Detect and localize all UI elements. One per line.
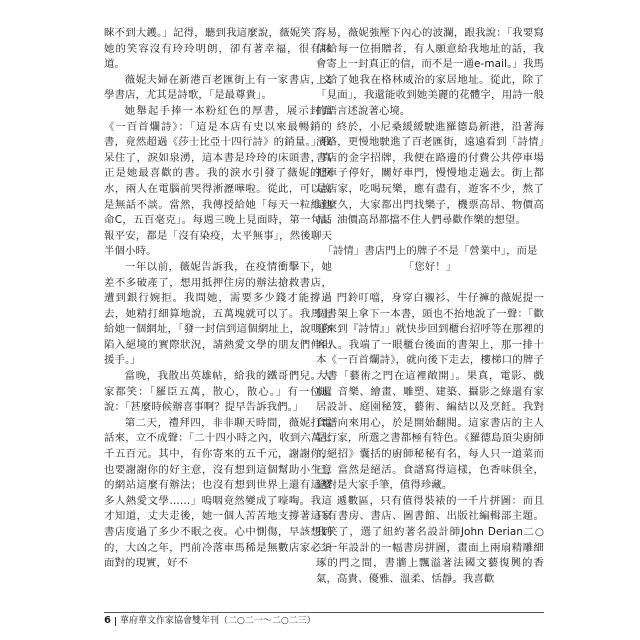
paragraph: 門鈴叮噹，身穿白襯衫、牛仔褲的薇妮提一個書架上拿下一本書，頭也不抬地說了一聲：「歡迎來到『詩情』」就快步回到櫃台招呼等在那裡的客人。我端了一眼櫃台後面的書架上，那一排十本《一百首爛詩》，就向後下走去，樓梯口的牌子大書「藝術之門在這裡敞開」。果真，電影、戲劇、音樂、繪畫、雕塑、建築、攝影之綠還有家居設計、庭園秘笈，藝術、編結以及烹飪。我對食譜向來用心，於是開始翻閱。這家書店的主人是行家，所選之書都極有特色。《羅德島頂尖廚師的絕招》囊括的廚師秘秘有名，每人只一道菜而已，當然是絕活。食譜寫得這樣，色香味俱全，絕對是大家手筆，值得珍藏。 xyxy=(316,292,544,492)
left-column xyxy=(104,26,332,572)
paragraph-spacer xyxy=(316,229,544,245)
right-column xyxy=(316,26,544,587)
publication-title: 華府華文作家協會雙年刊（二○二一～二○二三） xyxy=(119,616,316,626)
paragraph: 一年以前，薇妮告訴我，在疫情衝擊下，她差不多破產了，想用抵押住房的辦法搶救書店，遭到銀行婉拒。我問她，需要多少錢才能撐過去，她精打細算地說，五萬塊就可以了。我馬上給她一個網址，「發一封信到這個網址上，說明你陷入絕境的實際狀況，請熱愛文學的朋友們伸出援手。」 xyxy=(104,260,332,367)
paragraph: 睞不到大鑊。」記得，聽到我這麼說，薇妮笑了，她的笑容沒有玲玲明朗，卻有著幸福，很有味道。 xyxy=(104,27,332,71)
page-footer xyxy=(104,614,316,628)
paragraph: 第二天，禮拜四，非非聊天時間，薇妮打電話來，立不成聲：「二十四小時之內，收到六萬七千五百元。其中，有你寄來的五千元，謝謝你，也要謝謝你的好主意，沒有想到這個幫助小生意的網站這麼有辦法；也沒有想到世界上還有這麼多人熱愛文學……」嗚咽竟然變成了嚎啕。我這才知道，丈夫走後，她一個人苦苦地支撐著這家書店度過了多少不眠之夜。心中惻傷，早該想到的，大凶之年，門前冷落車馬稀是無數店家必須面對的現實，好不 xyxy=(104,416,332,570)
paragraph: 終於，小尼桑緩緩駛進羅德島新港，沿著海濱路，更慢地駛進了百老匯街，遠遠看到「詩情」書店的金字招牌，我便在路邊的付費公共停車場把車子停好，關好車門，慢慢地走過去。街上都是店家，吃喝玩樂，應有盡有，遊客不少，熬了這麼久，大家都出門找樂子，機票高昂、物價高昂、油價高昂都擋不住人們尋歡作樂的想望。 xyxy=(316,120,544,227)
paragraph: 當晚，我散出英雄帖，給我的鐵哥們兒。大家都笑：「羅臣五萬，散心，散心。」有一位還說：「甚麼時候辦喜事啊？提早告訴我們。」 xyxy=(104,370,332,414)
pull-quote: 「詩情」書店門上的牌子不是「營業中」，而是「您好！」 xyxy=(322,245,538,273)
paragraph: 容易，薇妮強壓下內心的波瀾，跟我說：「我要寫信給每一位捐贈者，有人願意給我地址的話，我會寄上一封真正的信，而不是一通e-mail。」我馬上給了她我在格林威治的家居地址。從此，除了「見面」，我還能收到她美麗的花體字，用詩一般的語言述說著心境。 xyxy=(316,27,544,117)
paragraph-spacer xyxy=(316,276,544,292)
footer-divider xyxy=(115,617,116,626)
page-number: 6 xyxy=(104,615,111,626)
paragraph: 遞數區，只有值得裝裱的一千片拼圖：而且只有書房、書店、圖書館、出版社編輯部主題。我笑了，選了紐約著名設計師John Derian二○二一年設計的一幅書房拼圖，畫面上兩扇精雕細琢的門之間，書牆上飄溢著法國文藝復興的香氣，高貴、優雅、溫柔、恬靜。我喜歡 xyxy=(316,494,544,585)
paragraph: 薇妮夫婦在新港百老匯街上有一家書店，文學書店，尤其是詩歌，「是最尊貴」。 xyxy=(104,73,332,102)
footer-rule xyxy=(104,612,544,613)
paragraph: 她舉起手捧一本粉紅色的厚書，展示封面《一百首爛詩》：「這是本店有史以來最暢銷的書，竟然超過《莎士比亞十四行詩》的銷量。」我呆住了，淚如泉湧，這本書是玲玲的床頭書，真正是她最喜歡的書。我的淚水引發了薇妮的淚水，兩人在電腦前哭得淅瀝嘩啦。從此，可以說是無話不談。當然，我傳授給她「每天一粒維他命C，五百毫克」。每週三晚上見面時，第一句話報平安，都是「沒有染疫，太平無事」，然後聊天半個小時。 xyxy=(104,104,332,258)
